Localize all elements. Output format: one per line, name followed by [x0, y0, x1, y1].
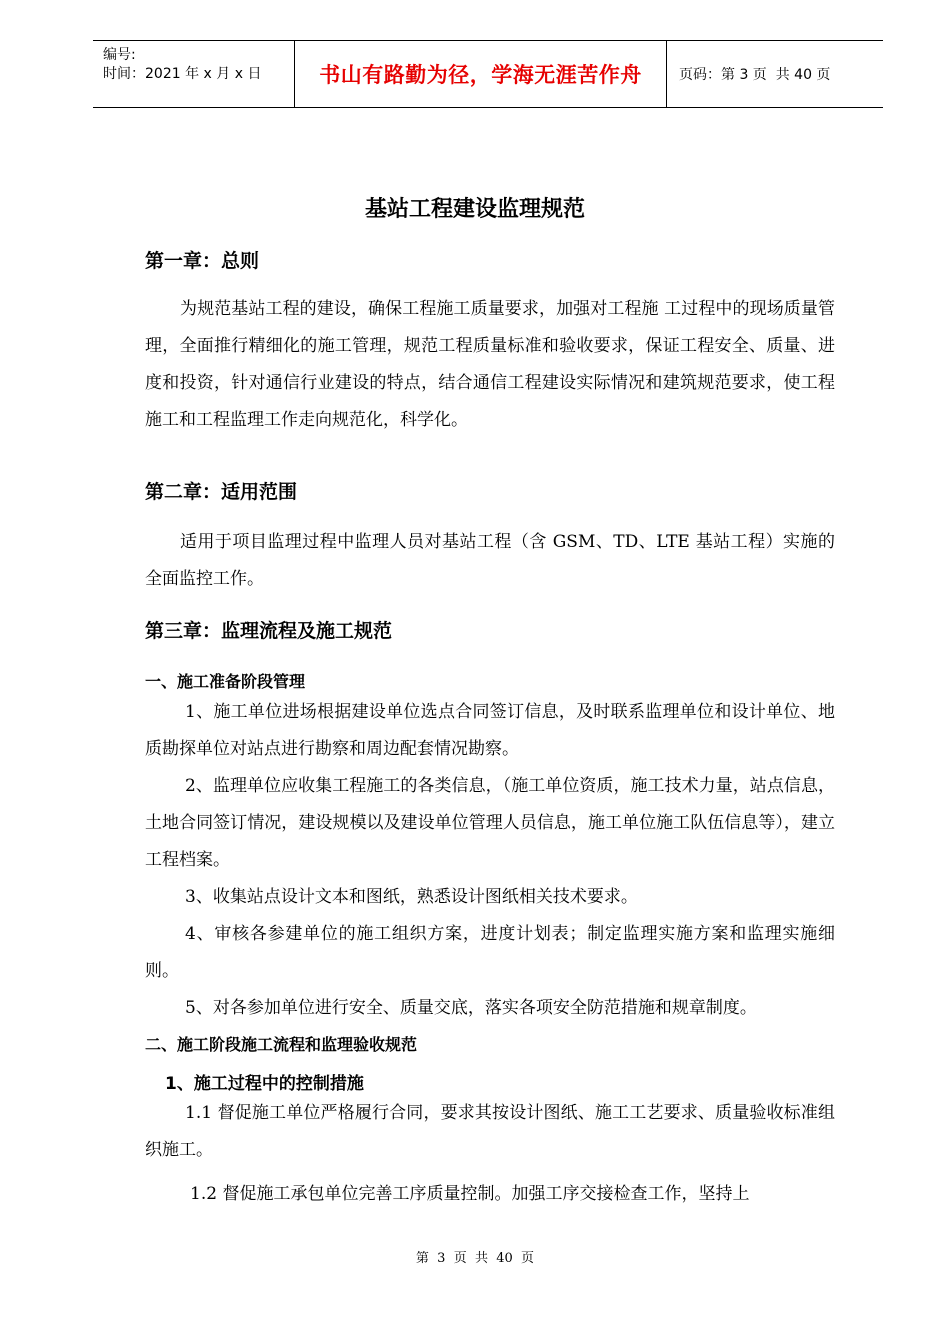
subsection1-item-2: 1.2 督促施工承包单位完善工序质量控制。加强工序交接检查工作，坚持上: [190, 1184, 750, 1204]
time-label: 时间：2021 年 x 月 x 日: [103, 66, 262, 82]
section1-item-4: 4、审核各参建单位的施工组织方案，进度计划表；制定监理实施方案和监理实施细则。: [145, 924, 835, 981]
chapter2-paragraph: 适用于项目监理过程中监理人员对基站工程（含 GSM、TD、LTE 基站工程）实施的全面监控工作。: [145, 532, 835, 589]
section1-heading: 一、施工准备阶段管理: [145, 672, 306, 691]
chapter3-heading: 第三章：监理流程及施工规范: [145, 620, 393, 642]
header-page-cell: [667, 41, 883, 107]
section1-item-3: 3、收集站点设计文本和图纸，熟悉设计图纸相关技术要求。: [185, 887, 638, 907]
motto-text: 书山有路勤为径，学海无涯苦作舟: [319, 63, 642, 87]
subsection1-item-1: 1.1 督促施工单位严格履行合同，要求其按设计图纸、施工工艺要求、质量验收标准组织施工。: [145, 1103, 835, 1160]
page-header: [93, 40, 883, 108]
chapter1-paragraph: 为规范基站工程的建设，确保工程施工质量要求，加强对工程施 工过程中的现场质量管理，全面推行精细化的施工管理，规范工程质量标准和验收要求，保证工程安全、质量、进度和投资，针对通信行业建设的特点，结合通信工程建设实际情况和建筑规范要求，使工程施工和工程监理工作走向规范化，科学化。: [145, 299, 835, 430]
page-footer: 第 3 页 共 40 页: [415, 1251, 535, 1266]
chapter1-heading: 第一章：总则: [145, 250, 260, 272]
section1-item-5: 5、对各参加单位进行安全、质量交底，落实各项安全防范措施和规章制度。: [185, 998, 757, 1018]
subsection1-heading: 1、施工过程中的控制措施: [165, 1074, 364, 1094]
number-label: 编号:: [103, 47, 136, 63]
section2-heading: 二、施工阶段施工流程和监理验收规范: [145, 1035, 418, 1054]
header-motto-cell: [295, 41, 667, 107]
section1-item-2: 2、监理单位应收集工程施工的各类信息，（施工单位资质，施工技术力量，站点信息，土地合同签订情况，建设规模以及建设单位管理人员信息，施工单位施工队伍信息等），建立工程档案。: [145, 776, 835, 870]
document-title: 基站工程建设监理规范: [364, 197, 585, 222]
section1-item-1: 1、施工单位进场根据建设单位选点合同签订信息，及时联系监理单位和设计单位、地质勘探单位对站点进行勘察和周边配套情况勘察。: [145, 702, 835, 759]
header-meta-cell: [93, 41, 295, 107]
page-info: 页码：第 3 页 共 40 页: [679, 67, 831, 83]
chapter2-heading: 第二章：适用范围: [145, 481, 298, 503]
